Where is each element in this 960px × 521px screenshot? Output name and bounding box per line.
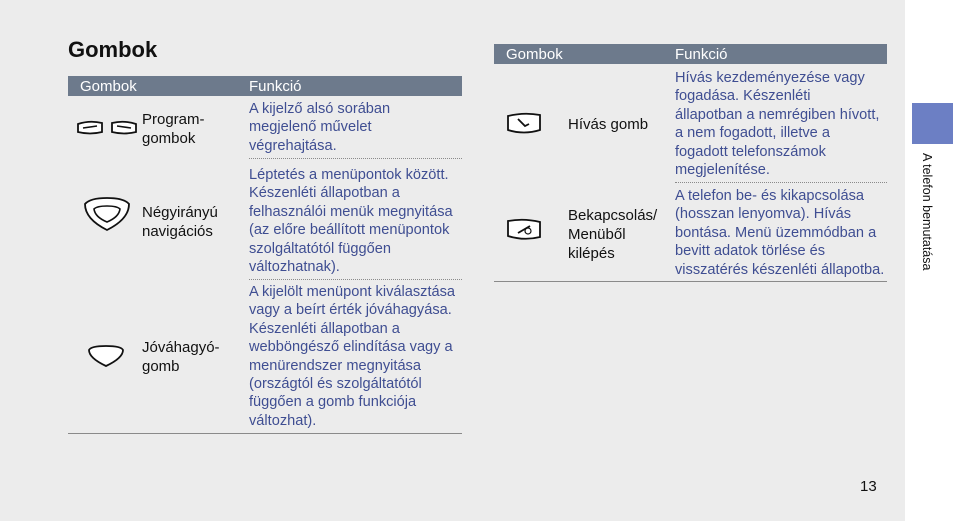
power-end-key-function: A telefon be- és kikapcsolása (hosszan lenyomva). Hívás bontása. Menü üzemmódban a bevitt adatok törlése és visszatérés készenléti állapotba. xyxy=(675,188,885,278)
confirm-key-icon xyxy=(86,344,126,368)
call-key-function: Hívás kezdeményezése vagy fogadása. Készenléti állapotban a nemrégiben hívott, a nem fogadott, illetve a fogadott telefonszámok megjelenítése. xyxy=(675,70,880,179)
left-keys-table xyxy=(68,76,462,436)
four-way-navigation-icon xyxy=(82,195,132,233)
navigation-key-function: Léptetés a menüpontok között. Készenléti állapotban a felhasználói menük megnyitása (az előre beállított menüpontok szolgáltatótól függően változhatnak). xyxy=(249,167,453,276)
power-end-key-icon xyxy=(504,216,544,244)
col-header-function: Funkció xyxy=(249,78,302,95)
chapter-tab-label: A telefon bemutatása xyxy=(920,153,934,271)
page-number: 13 xyxy=(860,478,877,495)
right-keys-table xyxy=(494,44,887,284)
table-header xyxy=(494,44,887,64)
row-divider xyxy=(249,158,462,159)
call-key-name: Hívás gomb xyxy=(568,116,649,133)
table-bottom-rule xyxy=(68,433,462,434)
confirm-key-function: A kijelölt menüpont kiválasztása vagy a beírt érték jóváhagyása. Készenléti állapotban a webböngésző elindítása vagy a menürendszer megnyitása (országtól és szolgáltatótól függően a gomb funkciója változhat). xyxy=(249,284,456,429)
table-header xyxy=(68,76,462,96)
soft-keys-function: A kijelző alsó sorában megjelenő művelet végrehajtása. xyxy=(249,101,391,154)
row-divider xyxy=(249,279,462,280)
soft-keys-name: Program- gombok xyxy=(142,111,205,147)
navigation-key-name: Négyirányú navigációs xyxy=(142,204,218,240)
power-end-key-name: Bekapcsolás/ Menüből kilépés xyxy=(568,207,658,262)
page-title: Gombok xyxy=(68,37,158,62)
confirm-key-name: Jóváhagyó- gomb xyxy=(142,339,220,375)
table-bottom-rule xyxy=(494,281,887,282)
chapter-tab-marker xyxy=(912,103,953,144)
soft-keys-icon xyxy=(74,118,140,138)
col-header-buttons: Gombok xyxy=(506,46,563,63)
row-divider xyxy=(675,182,887,183)
col-header-buttons: Gombok xyxy=(80,78,137,95)
col-header-function: Funkció xyxy=(675,46,728,63)
call-key-icon xyxy=(504,110,544,138)
